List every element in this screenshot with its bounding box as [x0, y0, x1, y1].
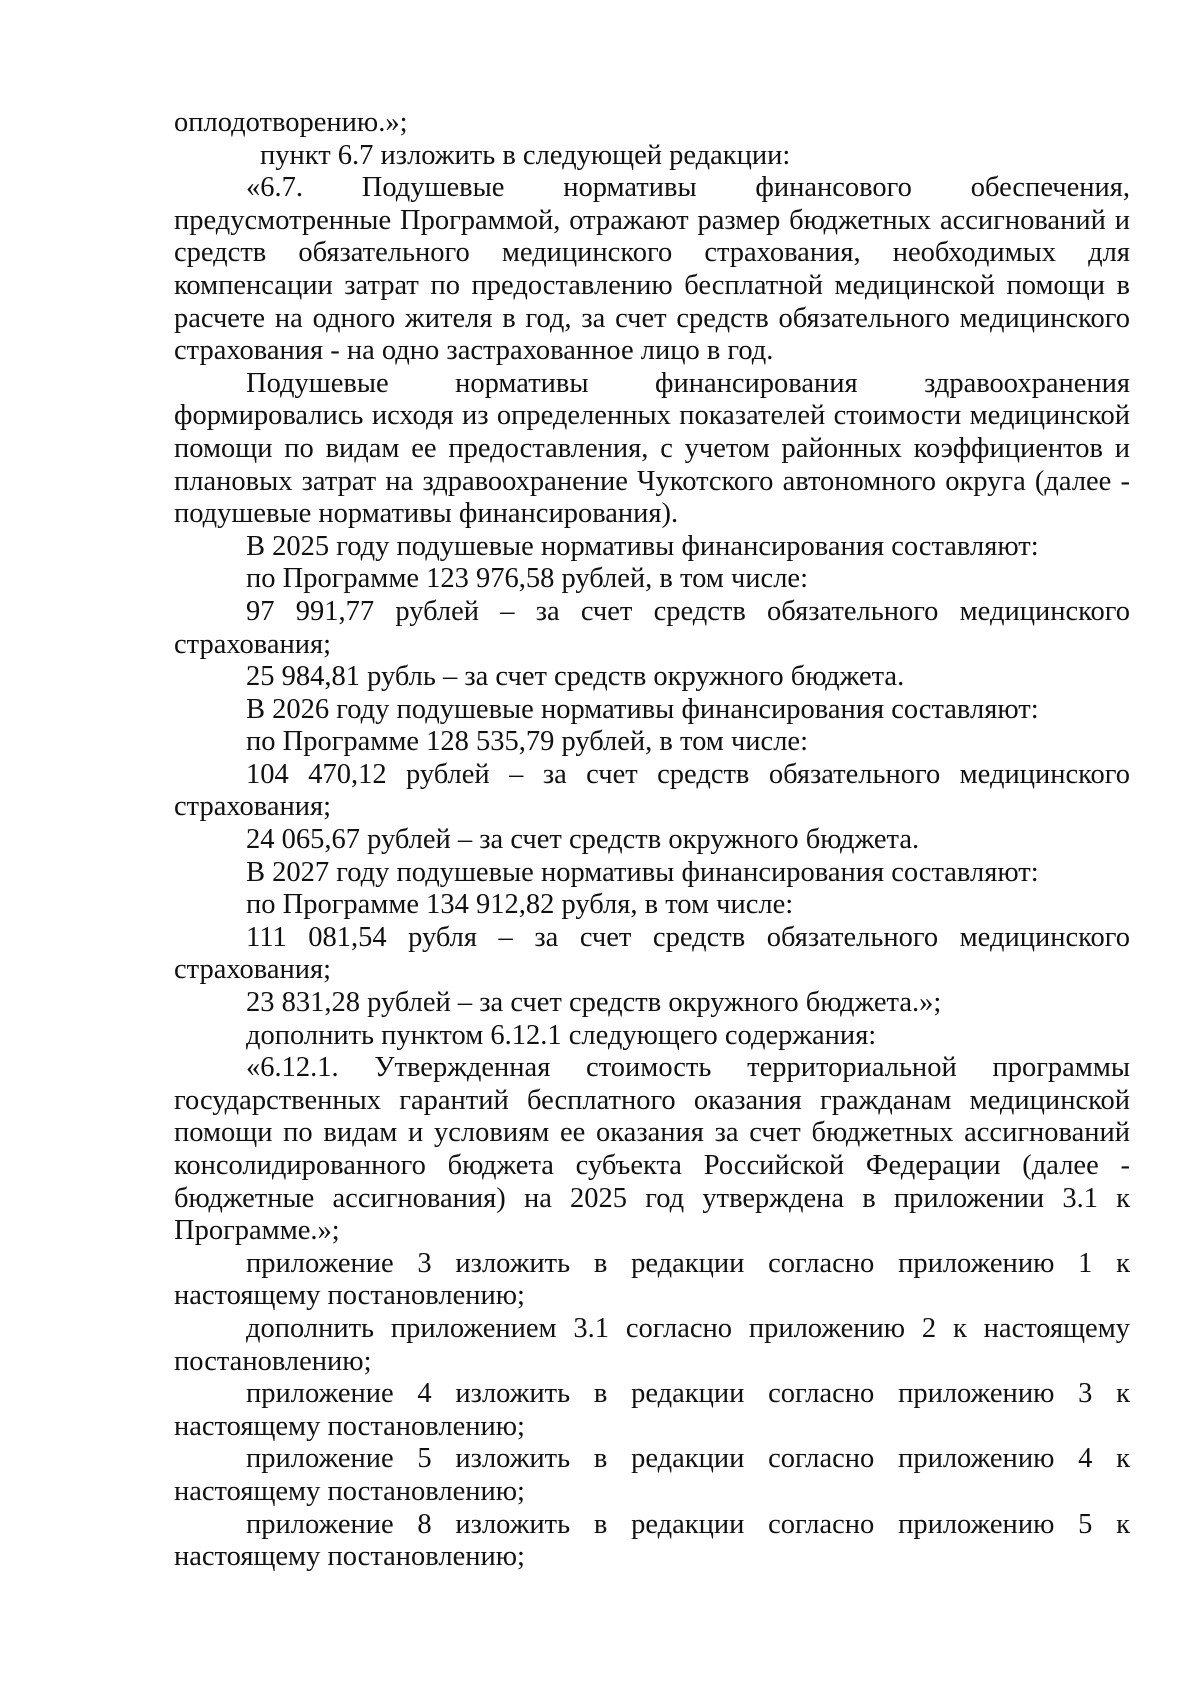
paragraph-6-12-1: «6.12.1. Утвержденная стоимость территориальной программы государственных гарантий бесплатного оказания гражданам медицинской помощи по видам и условиям ее оказания за счет бюджетных ассигнований консолидированного бюджета субъекта Российской Федерации (далее - бюджетные ассигнования) на 2025 год утверждена в приложении 3.1 к Программе.»; [174, 1052, 1130, 1247]
paragraph-2026-total: по Программе 128 535,79 рублей, в том числе: [246, 726, 808, 758]
paragraph-appendix-8: приложение 8 изложить в редакции согласно приложению 5 к настоящему постановлению; [174, 1508, 1130, 1573]
paragraph-instruction-6-12-1: дополнить пунктом 6.12.1 следующего содержания: [246, 1019, 877, 1051]
paragraph-2027-heading: В 2027 году подушевые нормативы финансирования составляют: [246, 856, 1039, 888]
paragraph-2025-budget: 25 984,81 рубль – за счет средств окружного бюджета. [246, 661, 905, 693]
paragraph-2026-budget: 24 065,67 рублей – за счет средств окружного бюджета. [246, 824, 920, 856]
paragraph-2026-heading: В 2026 году подушевые нормативы финансирования составляют: [246, 693, 1039, 725]
paragraph-2025-total: по Программе 123 976,58 рублей, в том числе: [246, 563, 808, 595]
paragraph-2027-total: по Программе 134 912,82 рубля, в том числе: [246, 889, 794, 921]
paragraph-2026-oms: 104 470,12 рублей – за счет средств обязательного медицинского страхования; [174, 758, 1130, 823]
paragraph-2025-heading: В 2025 году подушевые нормативы финансирования составляют: [246, 530, 1039, 562]
paragraph-appendix-3: приложение 3 изложить в редакции согласно приложению 1 к настоящему постановлению; [174, 1247, 1130, 1312]
paragraph-continuation: оплодотворению.»; [174, 107, 408, 138]
paragraph-norms-formation: Подушевые нормативы финансирования здравоохранения формировались исходя из определенных показателей стоимости медицинской помощи по видам ее предоставления, с учетом районных коэффициентов и плановых затрат на здравоохранение Чукотского автономного округа (далее - подушевые нормативы финансирования). [174, 367, 1130, 530]
paragraph-appendix-4: приложение 4 изложить в редакции согласно приложению 3 к настоящему постановлению; [174, 1378, 1130, 1442]
paragraph-2027-oms: 111 081,54 рубля – за счет средств обязательного медицинского страхования; [174, 921, 1130, 986]
paragraph-6-7: «6.7. Подушевые нормативы финансового обеспечения, предусмотренные Программой, отражают размер бюджетных ассигнований и средств обязательного медицинского страхования, необходимых для компенсации затрат по предоставлению бесплатной медицинской помощи в расчете на одного жителя в год, за счет средств обязательного медицинского страхования - на одно застрахованное лицо в год. [174, 172, 1130, 367]
paragraph-2025-oms: 97 991,77 рублей – за счет средств обязательного медицинского страхования; [174, 595, 1130, 660]
paragraph-appendix-5: приложение 5 изложить в редакции согласно приложению 4 к настоящему постановлению; [174, 1443, 1130, 1507]
paragraph-appendix-3-1: дополнить приложением 3.1 согласно приложению 2 к настоящему постановлению; [174, 1312, 1130, 1377]
paragraph-instruction-6-7: пункт 6.7 изложить в следующей редакции: [260, 139, 791, 171]
document-page [174, 107, 1130, 1574]
paragraph-2027-budget: 23 831,28 рублей – за счет средств окружного бюджета.»; [246, 987, 942, 1019]
